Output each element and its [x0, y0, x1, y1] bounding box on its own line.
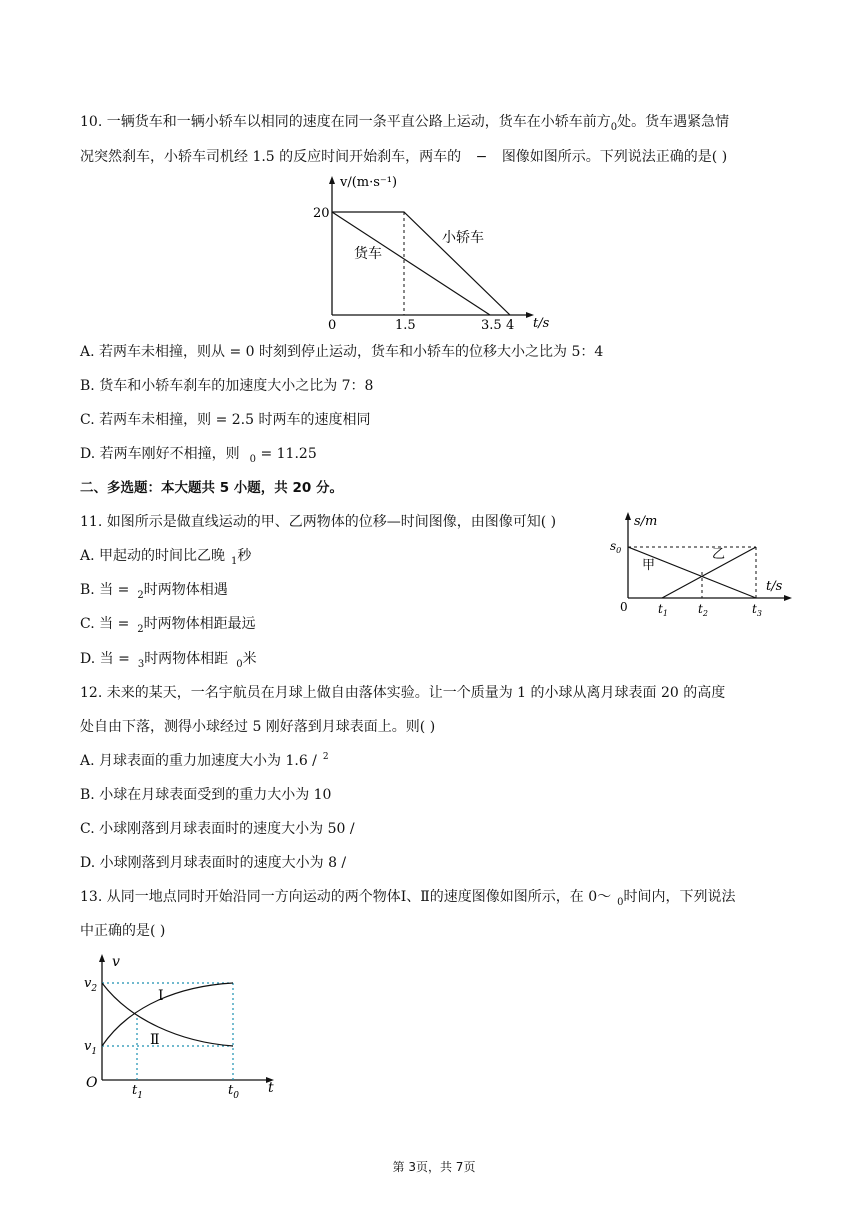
q11-a-sub: 1 [231, 556, 238, 567]
q13-x-label: t [268, 1080, 274, 1096]
q12-stem-line2: 处自由下落，测得小球经过 5 刚好落到月球表面上。则( ) [80, 719, 436, 735]
q12-a-sup: 2 [322, 752, 329, 762]
q11-b-pre: B. 当 = [80, 582, 130, 598]
q11-stem: 11. 如图所示是做直线运动的甲、乙两物体的位移—时间图像，由图像可知( ) [80, 514, 557, 530]
q11-t2-label: $t_2$ [698, 602, 708, 618]
q10-option-a: A. 若两车未相撞，则从 = 0 时刻到停止运动，货车和小轿车的位移大小之比为 5：4 [80, 344, 604, 360]
q10-y-tick-20: 20 [313, 206, 330, 221]
q13-y-label: v [112, 954, 120, 970]
q10-stem-sub: 0 [610, 122, 618, 133]
q10-y-label: v/(m·s⁻¹) [340, 175, 398, 190]
q11-st-graph [606, 510, 801, 625]
q11-s0-label: $s_0$ [610, 539, 622, 555]
q13-v1-label: $v_1$ [84, 1039, 98, 1057]
q10-x-tick-3-5: 3.5 [481, 318, 502, 332]
q12-option-d: D. 小球刚落到月球表面时的速度大小为 8 / [80, 855, 347, 871]
q11-d-post: 米 [242, 651, 257, 667]
q10-option-d [80, 444, 317, 466]
q11-option-b [80, 580, 228, 602]
q10-stem-line1 [80, 112, 729, 134]
q13-t0-label: $t_0$ [228, 1083, 239, 1100]
q10-option-d-post: = 11.25 [256, 446, 317, 462]
q12-stem-line1: 12. 未来的某天，一名宇航员在月球上做自由落体实验。让一个质量为 1 的小球从离月球表面 20 的高度 [80, 685, 726, 701]
q11-c-pre: C. 当 = [80, 616, 130, 632]
q10-car-line [332, 212, 510, 315]
q12-option-c: C. 小球刚落到月球表面时的速度大小为 50 / [80, 821, 355, 837]
section-2-heading: 二、多选题：本大题共 5 小题，共 20 分。 [80, 480, 343, 496]
q10-truck-line [332, 212, 490, 315]
q11-option-d [80, 649, 257, 671]
q11-d-mid: 时两物体相距 [144, 651, 229, 667]
q10-option-d-pre: D. 若两车刚好不相撞，则 [80, 446, 240, 462]
q13-vt-graph [80, 950, 290, 1100]
q13-stem-pre: 13. 从同一地点同时开始沿同一方向运动的两个物体Ⅰ、Ⅱ的速度图像如图所示，在 0～ [80, 889, 612, 905]
q10-stem-text: 10. 一辆货车和一辆小轿车以相同的速度在同一条平直公路上运动，货车在小轿车前方 [80, 114, 611, 130]
q11-a-pre: A. 甲起动的时间比乙晚 [80, 548, 226, 564]
q10-y-arrow [329, 176, 335, 184]
q11-y-arrow [625, 512, 631, 520]
q13-curve-1 [102, 983, 233, 1046]
q10-stem-text2-end: 图像如图所示。下列说法正确的是( ) [501, 149, 728, 165]
q13-origin: O [86, 1075, 98, 1091]
q11-yi-line [662, 547, 756, 598]
q10-car-label: 小轿车 [442, 230, 484, 246]
q13-stem-line1 [80, 887, 736, 909]
q11-c-sub: 2 [137, 624, 144, 635]
q13-curve-2-label: Ⅱ [150, 1032, 160, 1048]
q10-stem-text2: 况突然刹车，小轿车司机经 1.5 的反应时间开始刹车，两车的 [80, 149, 462, 165]
q10-stem-line2 [80, 147, 727, 167]
q10-truck-label: 货车 [354, 246, 382, 262]
q10-x-tick-4: 4 [506, 318, 515, 332]
q11-x-arrow [784, 595, 792, 601]
q13-stem-sub: 0 [617, 897, 624, 908]
q13-stem-post: 时间内，下列说法 [623, 889, 736, 905]
q13-curve-2 [102, 983, 233, 1046]
q11-jia-label: 甲 [642, 558, 656, 573]
q11-c-post: 时两物体相距最远 [143, 616, 256, 632]
q10-option-d-sub: 0 [249, 454, 257, 465]
q11-t3-label: $t_3$ [752, 602, 762, 618]
q12-option-a [80, 751, 329, 773]
q10-option-b: B. 货车和小轿车刹车的加速度大小之比为 7：8 [80, 378, 374, 394]
q10-x-tick-1-5: 1.5 [395, 318, 416, 332]
q11-y-label: s/m [634, 514, 658, 529]
q10-x-tick-0: 0 [328, 318, 337, 332]
q11-a-post: 秒 [237, 548, 252, 564]
q11-option-c [80, 614, 256, 636]
q13-stem-line2: 中正确的是( ) [80, 923, 166, 939]
q10-x-label: t/s [533, 316, 550, 331]
q13-t1-label: $t_1$ [132, 1083, 143, 1100]
q11-t1-label: $t_1$ [658, 602, 668, 618]
q13-y-arrow [99, 954, 105, 962]
q13-curve-1-label: Ⅰ [158, 988, 164, 1004]
q11-option-a [80, 546, 251, 568]
q11-origin: 0 [620, 600, 628, 614]
q11-yi-label: 乙 [712, 547, 726, 562]
page-footer: 第 3页，共 7页 [392, 1160, 476, 1174]
q10-option-c: C. 若两车未相撞，则 = 2.5 时两车的速度相同 [80, 412, 371, 428]
q12-option-b: B. 小球在月球表面受到的重力大小为 10 [80, 787, 332, 803]
q13-v2-label: $v_2$ [84, 976, 98, 994]
q11-d-sub2: 0 [236, 659, 243, 670]
q11-x-label: t/s [766, 579, 783, 594]
q10-stem-text-end: 处。货车遇紧急情 [617, 114, 730, 130]
q11-d-pre: D. 当 = [80, 651, 130, 667]
q10-dash: − [475, 149, 488, 165]
q11-d-sub: 3 [137, 659, 145, 670]
q11-b-sub: 2 [137, 590, 144, 601]
q12-a-text: A. 月球表面的重力加速度大小为 1.6 / [80, 753, 317, 769]
q10-vt-graph [310, 172, 550, 332]
q11-b-post: 时两物体相遇 [143, 582, 228, 598]
